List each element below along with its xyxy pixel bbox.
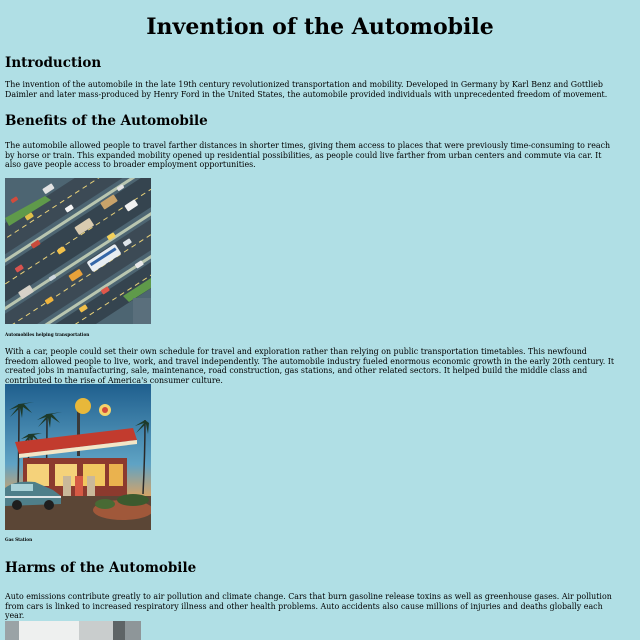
intro-paragraph: The invention of the automobile in the late 19th century revolutionized transportation and mobility. Developed in Germany by Karl Benz and Gottlieb Daimler and later mass-produced by Henry Ford in the United States, the automobile provided individuals with unprecedented freedom of movement.: [5, 80, 608, 99]
traffic-image: [5, 178, 151, 324]
gas-station-image: [5, 384, 151, 530]
traffic-image-caption: Automobiles helping transportation: [5, 332, 90, 337]
harms-paragraph: Auto emissions contribute greatly to air pollution and climate change. Cars that burn gasoline release toxins as well as greenhouse gases. Air pollution from cars is linked to increased respiratory illness and other health problems. Auto accidents also cause millions of injuries and deaths globally each year.: [5, 592, 612, 620]
benefits-heading: Benefits of the Automobile: [5, 113, 208, 129]
page-title: Invention of the Automobile: [146, 14, 494, 40]
benefits-paragraph-1: The automobile allowed people to travel farther distances in shorter times, giving them access to places that were previously time-consuming to reach by horse or train. This expanded mobility opened up residential possibilities, as people could live farther from urban centers and commute via car. It also gave people access to broader employment opportunities.: [5, 141, 611, 169]
intro-heading: Introduction: [5, 55, 102, 71]
benefits-paragraph-2: With a car, people could set their own schedule for travel and exploration rather than relying on public transportation timetables. This newfound freedom allowed people to live, work, and travel independently. The automobile industry fueled enormous economic growth in the early 20th century. It created jobs in manufacturing, sale, maintenance, road construction, gas stations, and other related sectors. It helped build the middle class and contributed to the rise of America's consumer culture.: [5, 347, 615, 385]
harms-heading: Harms of the Automobile: [5, 560, 197, 576]
harms-image: [5, 621, 141, 640]
gas-station-image-caption: Gas Station: [5, 537, 33, 542]
